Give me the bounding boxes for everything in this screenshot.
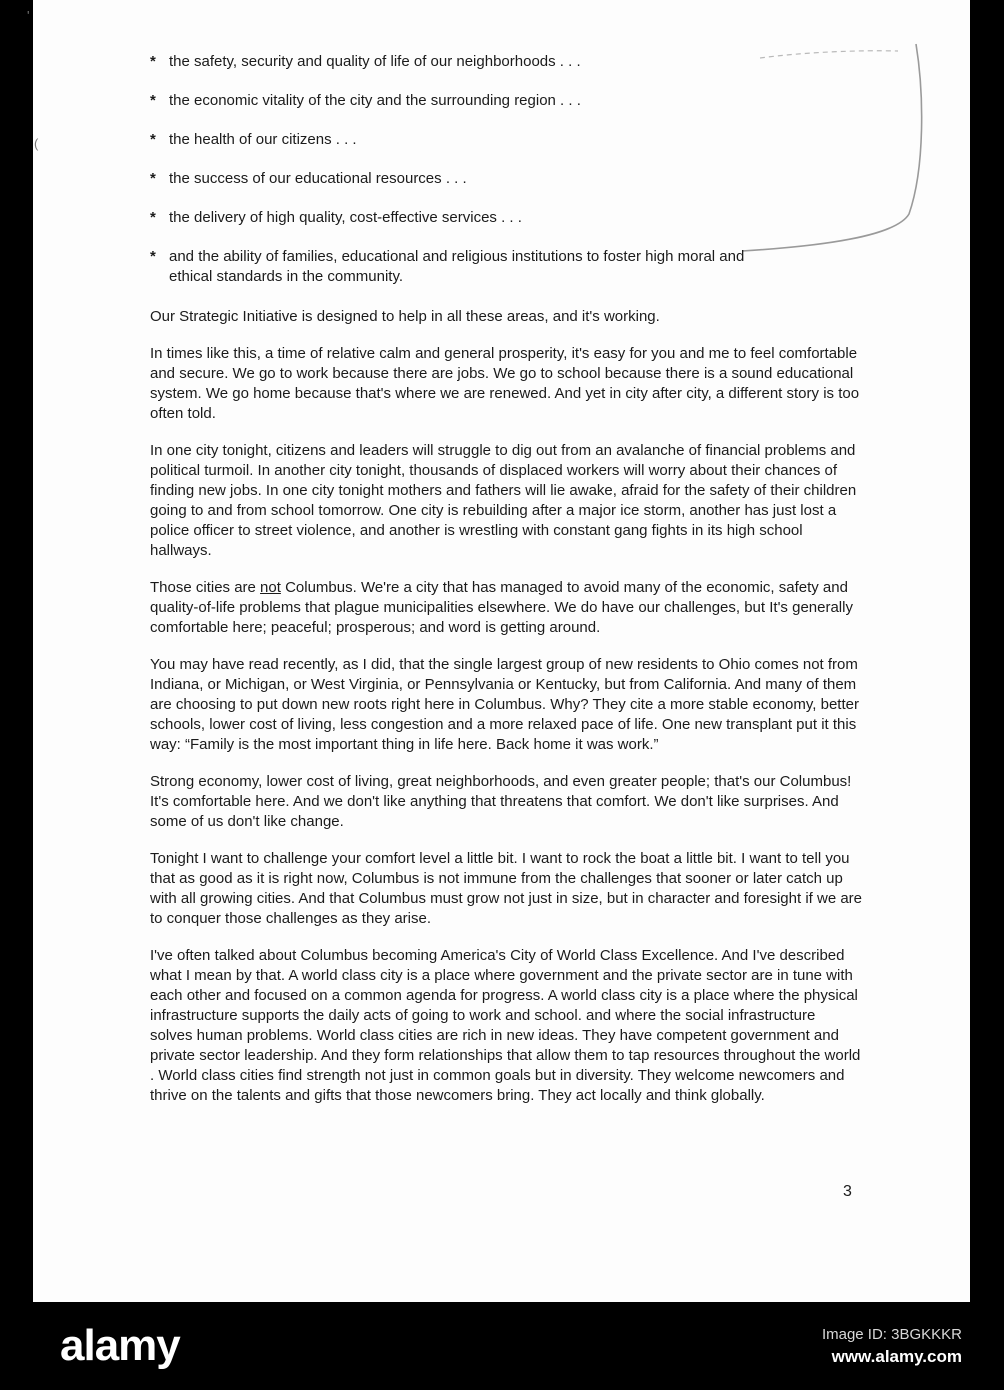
right-black-border (970, 0, 1004, 1302)
bullet-text: and the ability of families, educational and religious institutions to foster high moral and ethical standards in the community. (169, 248, 745, 285)
paragraph-one-city-tonight: In one city tonight, citizens and leaders will struggle to dig out from an avalanche of financial problems and political turmoil. In another city tonight, thousands of displaced workers will worry about their chances of finding new jobs. In one city tonight mothers and fathers will lie awake, afraid for the safety of their children going to and from school tomorrow. One city is rebuilding after a major ice storm, another has just lost a police officer to street violence, and another is wrestling with constant gang fights in its high school hallways. (150, 442, 857, 559)
bullet-asterisk: * (150, 53, 156, 70)
paragraph-not-columbus (150, 578, 862, 638)
page-number: 3 (843, 1183, 852, 1200)
alamy-footer (0, 1302, 1004, 1390)
footer-meta (822, 1326, 962, 1367)
paragraph-segment: Columbus. We're a city that has managed to avoid many of the economic, safety and quality-of-life problems that plague municipalities elsewhere. We do have our challenges, but It's generally comfortable here; peaceful; prosperous; and word is getting around. (150, 579, 853, 636)
paragraph-new-residents: You may have read recently, as I did, that the single largest group of new residents to Ohio comes not from Indiana, or Michigan, or West Virginia, or Pennsylvania or Kentucky, but from California. And many of them are choosing to put down new roots right here in Columbus. Why? They cite a more stable economy, better schools, lower cost of living, less congestion and a more relaxed pace of life. One new transplant put it this way: “Family is the most important thing in life here. Back home it was work.” (150, 656, 859, 753)
bullet-text: the economic vitality of the city and the surrounding region . . . (169, 92, 581, 109)
bullet-item (150, 169, 862, 189)
bullet-text: the safety, security and quality of life of our neighborhoods . . . (169, 53, 581, 70)
left-black-border (0, 0, 33, 1302)
bullet-asterisk: * (150, 170, 156, 187)
bullet-asterisk: * (150, 92, 156, 109)
bullet-item (150, 208, 862, 228)
bullet-asterisk: * (150, 209, 156, 226)
paragraph-challenge-comfort: Tonight I want to challenge your comfort level a little bit. I want to rock the boat a little bit. I want to tell you that as good as it is right now, Columbus is not immune from the challenges that sooner or later catch up with all growing cities. And that Columbus must grow not just in size, but in character and foresight if we are to conquer those challenges as they arise. (150, 850, 863, 927)
bullet-item (150, 91, 862, 111)
scan-artifact: ' (27, 8, 30, 23)
bullet-text: the delivery of high quality, cost-effective services . . . (169, 209, 522, 226)
bullet-asterisk: * (150, 131, 156, 148)
paragraph-strategic-initiative: Our Strategic Initiative is designed to help in all these areas, and it's working. (150, 308, 660, 325)
bullet-item (150, 130, 862, 150)
bullet-item (150, 52, 862, 72)
image-id-text: Image ID: 3BGKKKR (821, 1325, 962, 1343)
document-body (150, 46, 862, 1123)
underlined-word: not (260, 579, 281, 596)
alamy-logo: alamy (60, 1321, 180, 1370)
paragraph-strong-economy: Strong economy, lower cost of living, great neighborhoods, and even greater people; that's our Columbus! It's comfortable here. And we don't like anything that threatens that comfort. We don't like surprises. And some of us don't like change. (150, 773, 852, 830)
bullet-asterisk: * (150, 248, 156, 265)
bullet-list (150, 52, 862, 287)
scan-artifact: ( (34, 136, 39, 151)
paragraph-times-like-this: In times like this, a time of relative calm and general prosperity, it's easy for you and me to feel comfortable and secure. We go to work because there are jobs. We go to school because there is a sound educational system. We go home because that's where we are renewed. And yet in city after city, a different story is too often told. (150, 345, 860, 422)
paragraph-world-class: I've often talked about Columbus becoming America's City of World Class Excellence. And I've described what I mean by that. A world class city is a place where government and the private sector are in tune with each other and focused on a common agenda for progress. A world class city is a place where the physical infrastructure supports the daily acts of going to work and school. and where the social infrastructure solves human problems. World class cities are rich in new ideas. They have competent government and private sector leadership. And they form relationships that allow them to tap resources throughout the world . World class cities find strength not just in common goals but in diversity. They welcome newcomers and thrive on the talents and gifts that those newcomers bring. They act locally and think globally. (150, 947, 861, 1104)
alamy-url-text: www.alamy.com (831, 1346, 962, 1366)
paragraph-segment: Those cities are (150, 579, 261, 596)
bullet-item (150, 247, 862, 287)
bullet-text: the health of our citizens . . . (169, 131, 357, 148)
bullet-text: the success of our educational resources . . . (169, 170, 467, 187)
